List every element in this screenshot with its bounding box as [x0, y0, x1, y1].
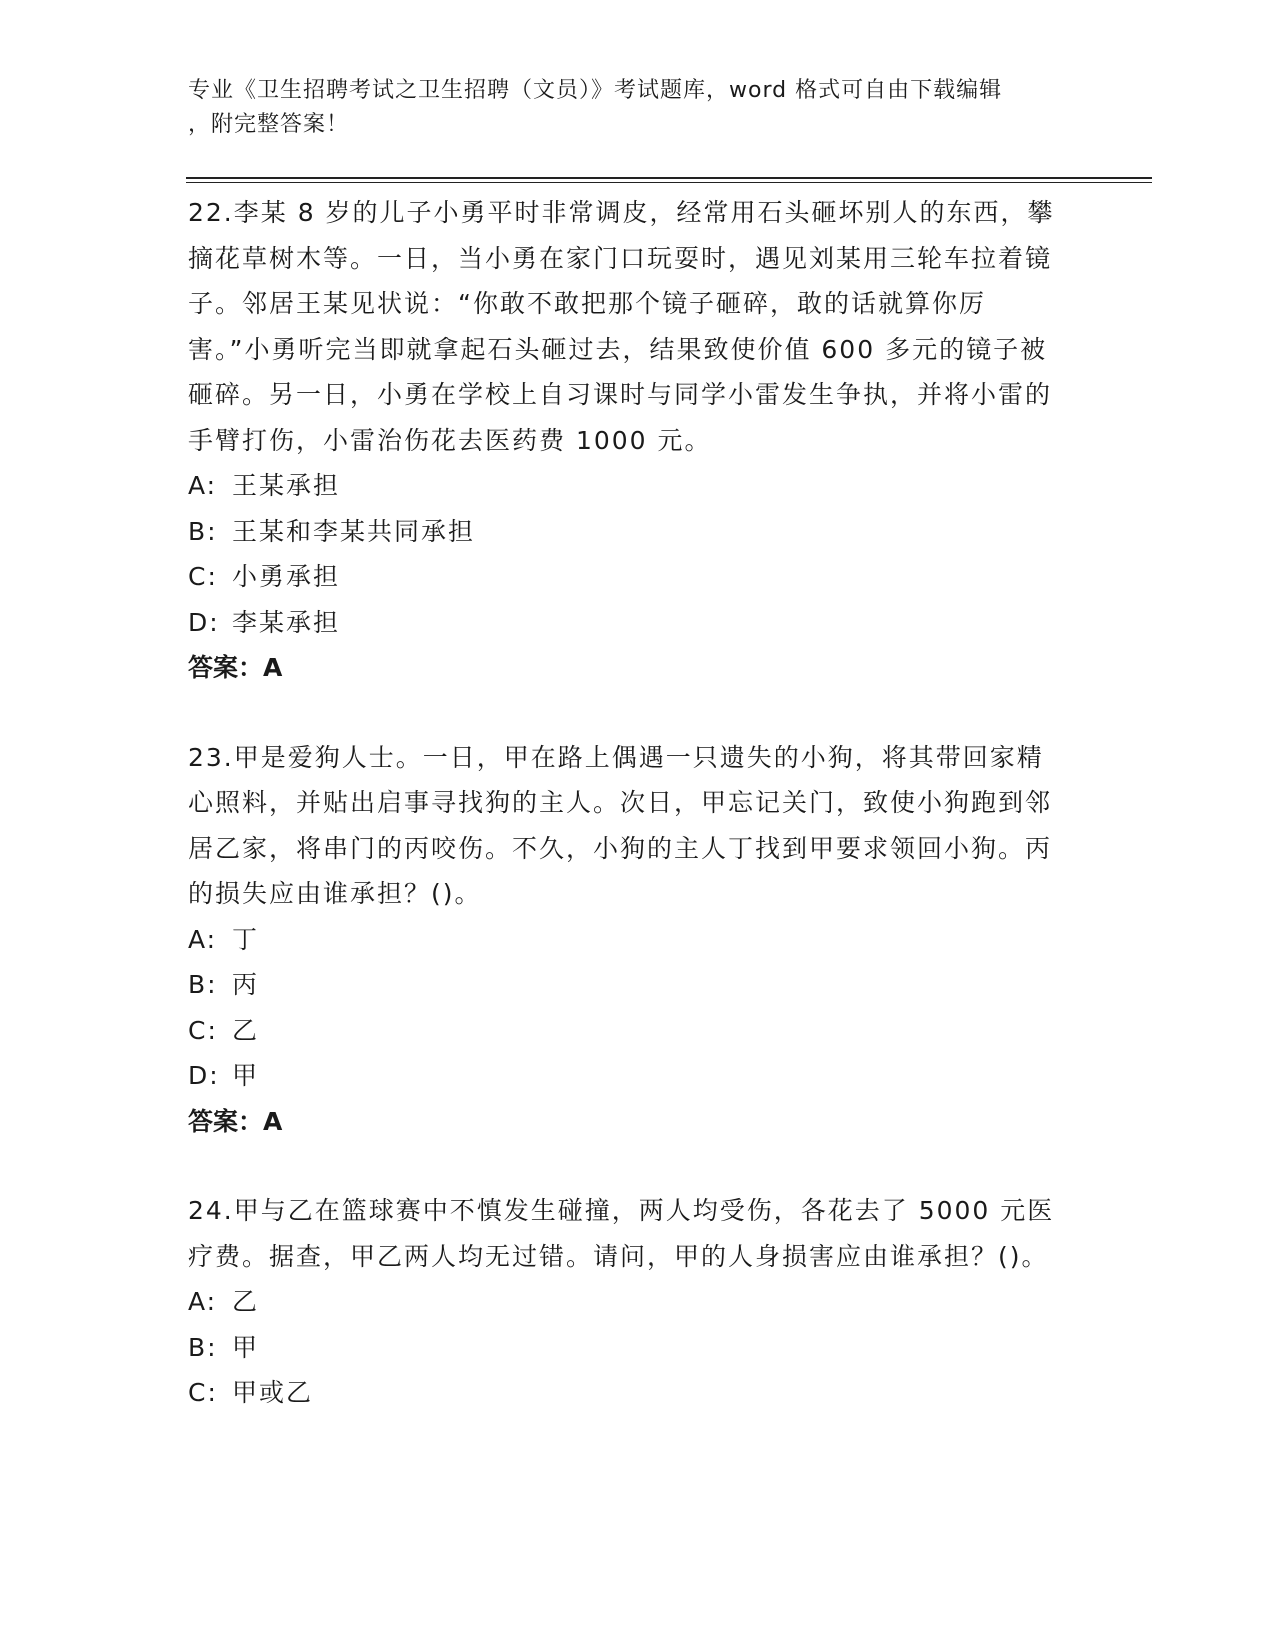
option-letter: C: — [188, 1378, 218, 1407]
question-list — [188, 190, 1068, 1416]
option-letter: B: — [188, 970, 218, 999]
option-text: 丙 — [232, 970, 260, 999]
option-b — [188, 509, 1068, 555]
option-d — [188, 600, 1068, 646]
option-d — [188, 1053, 1068, 1099]
option-letter: D: — [188, 607, 220, 637]
option-letter: A: — [188, 924, 218, 954]
header-line-2: ，附完整答案！ — [188, 112, 350, 137]
option-letter: D: — [188, 1061, 220, 1090]
option-text: 甲或乙 — [232, 1378, 314, 1407]
document-header — [188, 74, 1068, 142]
answer-line: 答案：A — [188, 1106, 283, 1136]
header-divider-thick — [186, 177, 1152, 179]
question-stem: 22.李某 8 岁的儿子小勇平时非常调皮，经常用石头砸坏别人的东西，攀摘花草树木等。一日，当小勇在家门口玩耍时，遇见刘某用三轮车拉着镜子。邻居王某见状说：“你敢不敢把那个镜子砸碎，敢的话就算你厉害。”小勇听完当即就拿起石头砸过去，结果致使价值 600 多元的镜子被砸碎。另一日，小勇在学校上自习课时与同学小雷发生争执，并将小雷的手臂打伤，小雷治伤花去医药费 1000 元。 — [188, 198, 1055, 455]
option-c — [188, 1008, 1068, 1054]
option-text: 小勇承担 — [232, 562, 341, 591]
answer-line: 答案：A — [188, 653, 283, 682]
option-text: 乙 — [232, 1287, 260, 1316]
option-a — [188, 1279, 1068, 1325]
header-divider-thin — [186, 182, 1152, 183]
option-letter: B: — [188, 516, 218, 546]
option-c — [188, 554, 1068, 600]
option-letter: C: — [188, 562, 218, 591]
option-b — [188, 1325, 1068, 1371]
question-23 — [188, 735, 1068, 1145]
option-a — [188, 463, 1068, 509]
option-c — [188, 1370, 1068, 1416]
question-24 — [188, 1188, 1068, 1416]
option-text: 乙 — [232, 1015, 260, 1045]
question-stem: 24.甲与乙在篮球赛中不慎发生碰撞，两人均受伤，各花去了 5000 元医疗费。据查，甲乙两人均无过错。请问，甲的人身损害应由谁承担？()。 — [188, 1196, 1055, 1271]
option-letter: A: — [188, 1287, 218, 1316]
option-text: 王某和李某共同承担 — [232, 516, 476, 546]
option-letter: C: — [188, 1015, 218, 1045]
option-text: 丁 — [232, 924, 260, 954]
option-b — [188, 962, 1068, 1008]
option-text: 王某承担 — [232, 471, 341, 500]
option-text: 甲 — [232, 1332, 260, 1362]
question-stem: 23.甲是爱狗人士。一日，甲在路上偶遇一只遗失的小狗，将其带回家精心照料，并贴出启事寻找狗的主人。次日，甲忘记关门，致使小狗跑到邻居乙家，将串门的丙咬伤。不久，小狗的主人丁找到甲要求领回小狗。丙的损失应由谁承担？()。 — [188, 742, 1053, 908]
option-a — [188, 917, 1068, 963]
option-letter: B: — [188, 1332, 218, 1362]
question-spacer — [188, 691, 1068, 735]
option-text: 李某承担 — [232, 607, 341, 637]
option-text: 甲 — [232, 1061, 260, 1090]
question-22 — [188, 190, 1068, 691]
question-spacer — [188, 1144, 1068, 1188]
header-line-1: 专业《卫生招聘考试之卫生招聘（文员）》考试题库，word 格式可自由下载编辑 — [188, 78, 1003, 103]
option-letter: A: — [188, 471, 218, 500]
